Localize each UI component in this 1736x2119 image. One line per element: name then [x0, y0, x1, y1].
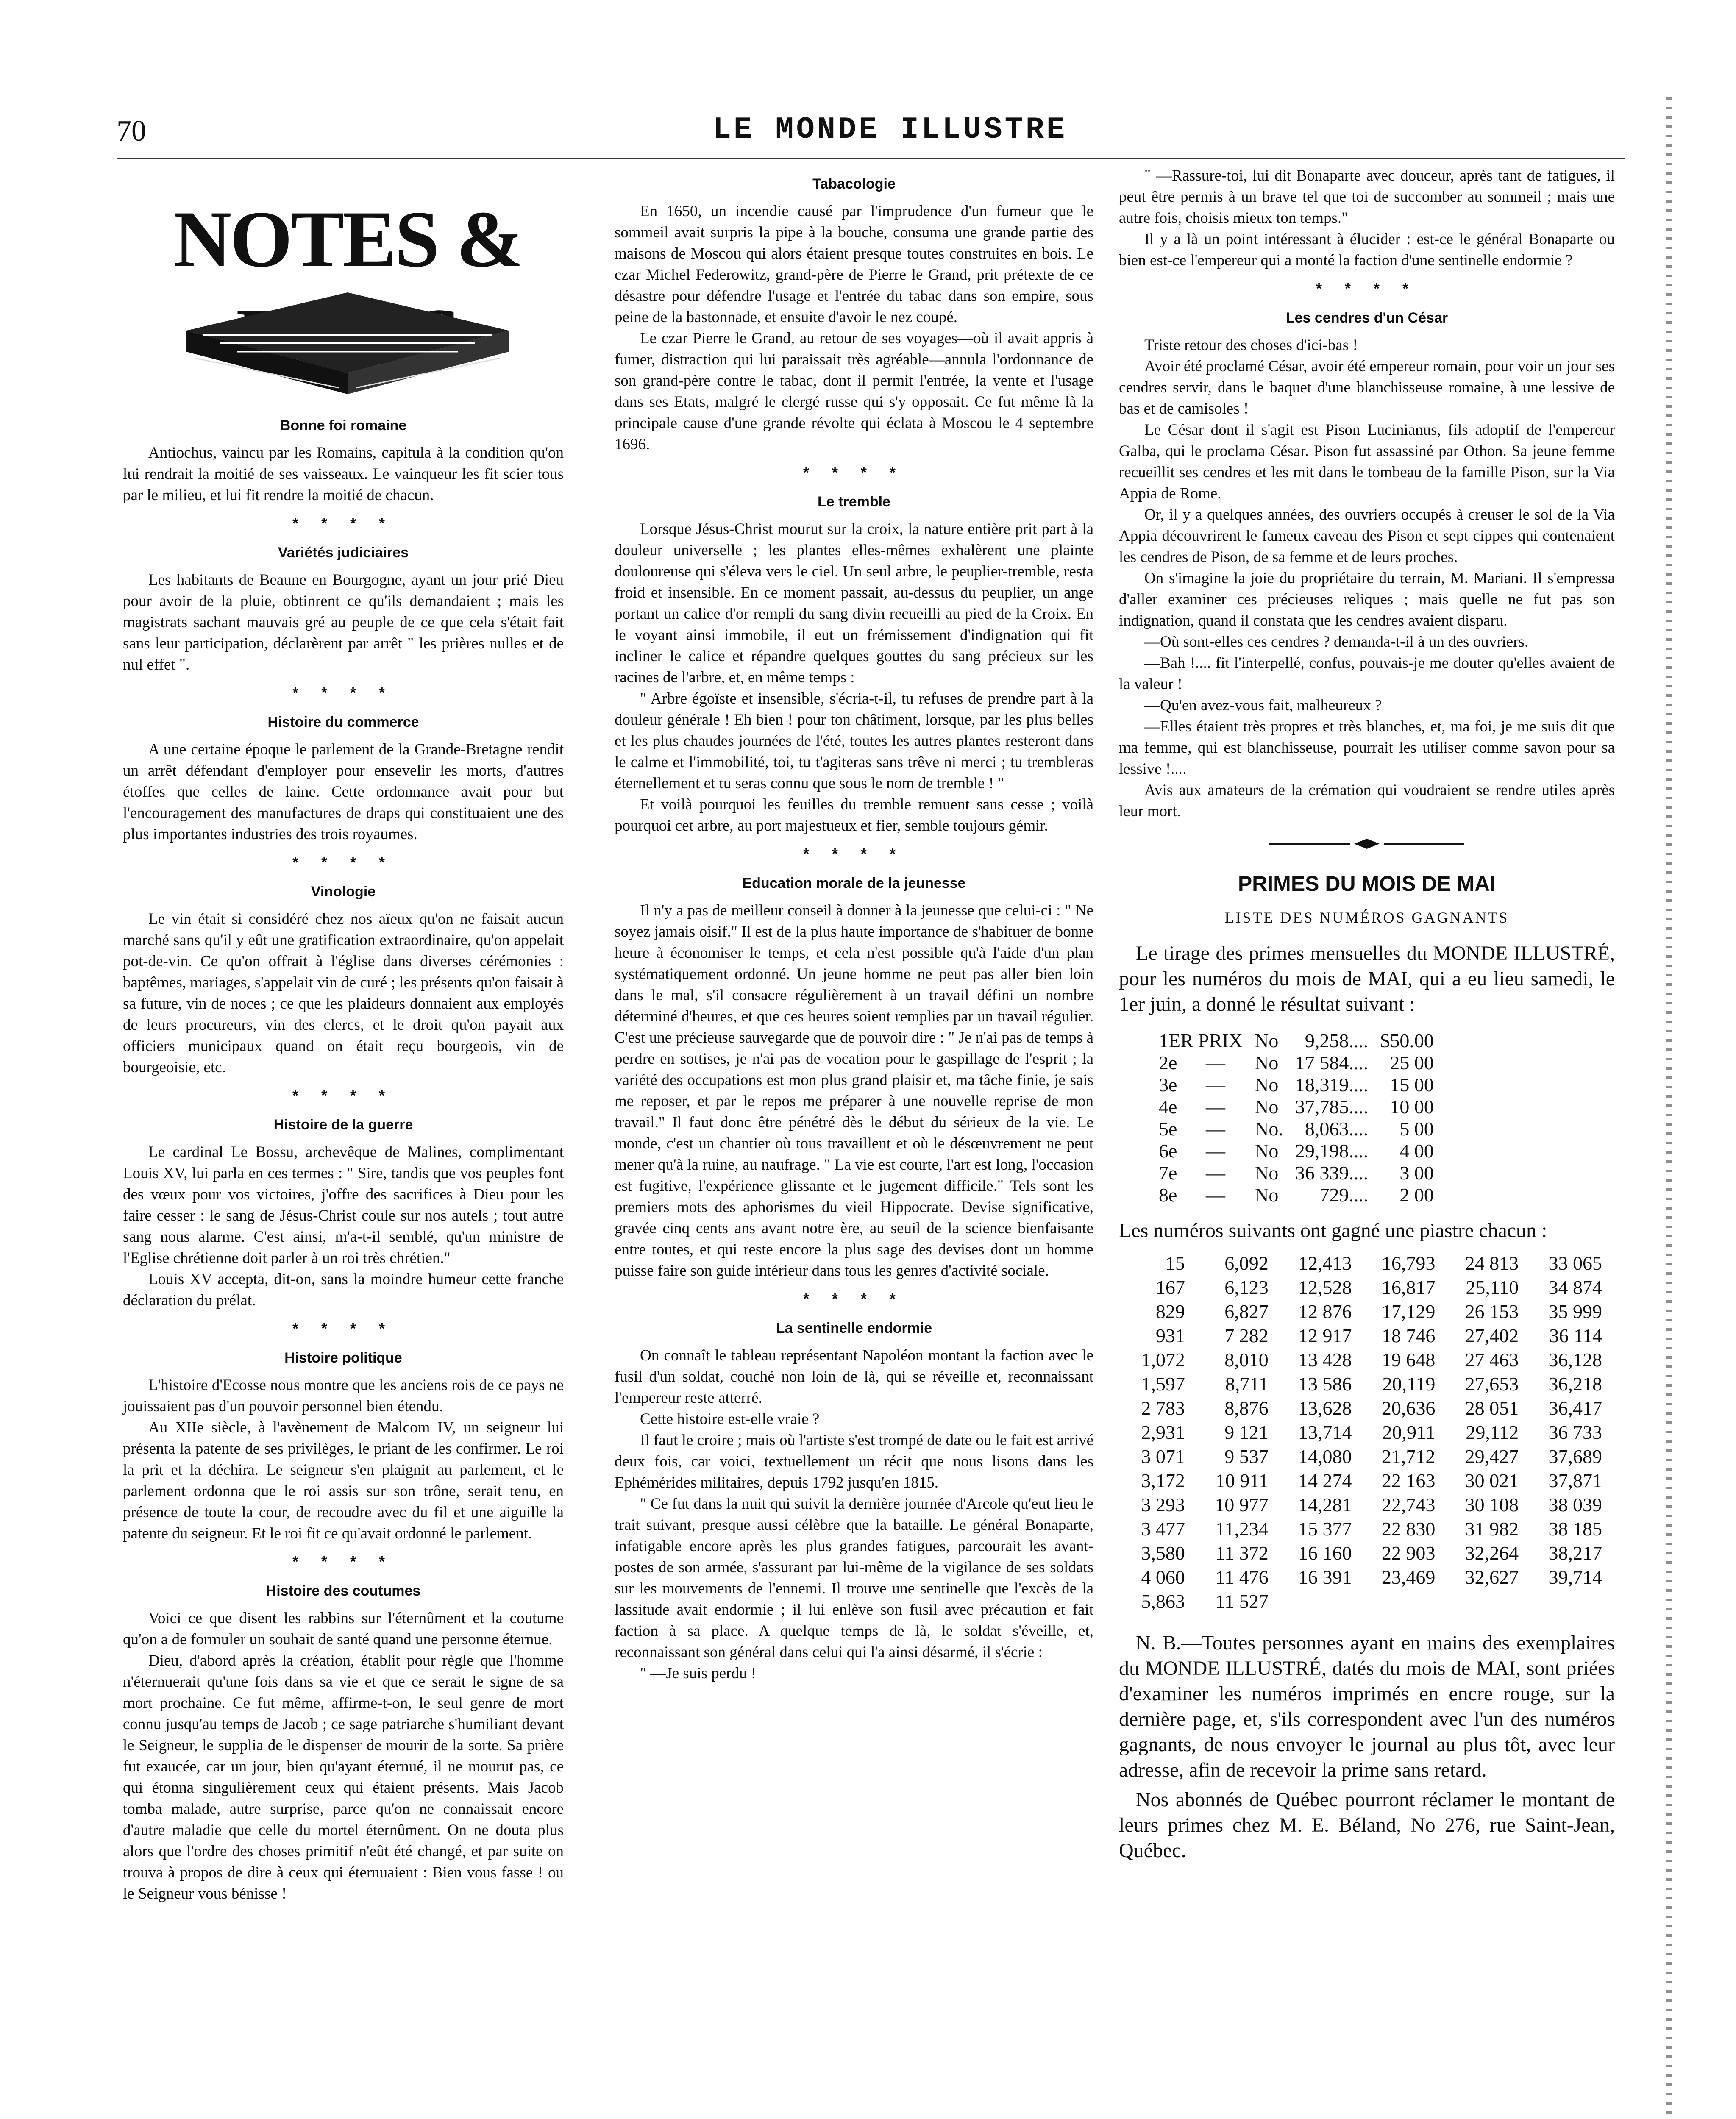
winning-number: 13 586	[1298, 1373, 1352, 1395]
winning-number: 30 021	[1465, 1470, 1519, 1491]
article-paragraph: En 1650, un incendie causé par l'imprudence d'un fumeur que le sommeil avait surpris la pipe à la bouche, consuma une grande partie des maisons de Moscou qui alors étaient presque toutes construites en bois. Le czar Michel Federowitz, grand-père de Pierre le Grand, prit prétexte de ce désastre pour défendre l'usage et l'entrée du tabac dans son empire, sous peine de la bastonnade, et ensuite d'avoir le nez coupé.	[615, 203, 1093, 326]
winners-intro: Les numéros suivants ont gagné une piastre chacun :	[1119, 1219, 1547, 1242]
winning-number: 31 982	[1465, 1518, 1519, 1540]
prizes-table	[1153, 1030, 1440, 1206]
winners-row	[1119, 1565, 1606, 1589]
primes-subtitle: LISTE DES NUMÉROS GAGNANTS	[1224, 909, 1509, 926]
logo-lettering: NOTES &	[173, 195, 522, 284]
winning-number: 2,931	[1141, 1421, 1185, 1443]
winners-row	[1119, 1324, 1606, 1348]
winning-number: 22 830	[1381, 1518, 1436, 1540]
winners-row	[1119, 1444, 1606, 1468]
winning-number: 12 876	[1298, 1301, 1352, 1322]
article-paragraph: —Elles étaient très propres et très blanches, et, ma foi, je me suis dit que ma femme, qui est blanchisseuse, pourrait les utiliser comme savon pour sa lessive !....	[1119, 718, 1615, 778]
article-title: Education morale de la jeunesse	[742, 875, 966, 891]
winning-number: 16,793	[1381, 1252, 1436, 1274]
winning-number: 28 051	[1465, 1397, 1519, 1419]
winners-table	[1119, 1251, 1606, 1613]
winning-number: 11 372	[1215, 1542, 1269, 1564]
winning-number: 1,072	[1141, 1349, 1185, 1371]
section-separator: * * * *	[1316, 280, 1418, 297]
winning-number: 3,172	[1141, 1470, 1185, 1491]
prize-row: 7e — No 36 339.... 3 00	[1159, 1162, 1434, 1184]
article-title: Variétés judiciaires	[278, 545, 409, 561]
article-paragraph: On s'imagine la joie du propriétaire du terrain, M. Mariani. Il s'empressa d'aller examiner ces précieuses reliques ; mais quelle ne fut pas son indignation, quand il constata que les cendres avaient disparu.	[1119, 570, 1615, 629]
winning-number: 37,871	[1548, 1470, 1602, 1491]
winning-number: 16 160	[1298, 1542, 1352, 1564]
article-paragraph: Cette histoire est-elle vraie ?	[640, 1410, 820, 1428]
winning-number: 12,528	[1298, 1276, 1352, 1298]
winners-row	[1119, 1299, 1606, 1324]
article-title: Le tremble	[818, 494, 890, 510]
article-paragraph: Voici ce que disent les rabbins sur l'éternûment et la coutume qu'on a de formuler un souhait de santé quand une personne éternue.	[123, 1610, 564, 1648]
winning-number	[1273, 1589, 1356, 1613]
article-title: Les cendres d'un César	[1285, 310, 1448, 326]
winning-number: 39,714	[1548, 1566, 1602, 1588]
winning-number: 13,628	[1298, 1397, 1352, 1419]
article-title: Vinologie	[311, 884, 376, 900]
prize-row: 5e — No. 8,063.... 5 00	[1159, 1118, 1434, 1140]
page-edge-mark	[1666, 97, 1672, 2119]
article-paragraph: Les habitants de Beaune en Bourgogne, ayant un jour prié Dieu pour avoir de la pluie, obtinrent ce qu'ils demandaient ; mais les magistrats sachant mauvais gré au peuple de ce que cela s'était fait sans leur participation, déclarèrent par arrêt " les prières nulles et de nul effet ".	[123, 571, 564, 673]
winning-number: 829	[1155, 1301, 1185, 1322]
winning-number: 27,402	[1465, 1325, 1519, 1346]
winning-number: 1,597	[1141, 1373, 1185, 1395]
winning-number: 19 648	[1381, 1349, 1436, 1371]
section-separator: * * * *	[292, 854, 395, 871]
stacked-papers-illustration	[136, 267, 559, 403]
winning-number: 167	[1155, 1276, 1185, 1298]
notes-faits-logo	[136, 191, 559, 407]
winners-row	[1119, 1396, 1606, 1420]
winning-number: 12 917	[1298, 1325, 1352, 1346]
winning-number: 27,653	[1465, 1373, 1519, 1395]
winning-number: 36 733	[1548, 1421, 1602, 1443]
winning-number: 4 060	[1141, 1566, 1185, 1588]
winning-number: 20,911	[1382, 1421, 1436, 1443]
winning-number: 38 185	[1548, 1518, 1602, 1540]
winning-number: 3 293	[1141, 1494, 1185, 1516]
winners-row	[1119, 1372, 1606, 1396]
article-paragraph: Le cardinal Le Bossu, archevêque de Malines, complimentant Louis XV, lui parla en ces termes : " Sire, tandis que vos peuples font des vœux pour vos victoires, j'offre des sacrifices à Dieu pour les faire cesser : le sang de Jésus-Christ coule sur nos autels ; tout autre sang nous alarme. C'est ainsi, m'a-t-il semblé, qu'un ministre de l'Eglise chrétienne doit parler à un roi très chrétien."	[123, 1143, 564, 1267]
article-title: Histoire politique	[284, 1350, 402, 1366]
winners-row	[1119, 1420, 1606, 1444]
prize-row: 6e — No 29,198.... 4 00	[1159, 1140, 1434, 1162]
winning-number: 10 911	[1215, 1470, 1269, 1491]
winning-number: 16 391	[1298, 1566, 1352, 1588]
article-paragraph: " —Je suis perdu !	[640, 1665, 757, 1682]
winning-number: 18 746	[1381, 1325, 1436, 1346]
winning-number: 35 999	[1548, 1301, 1602, 1322]
article-paragraph: Au XIIe siècle, à l'avènement de Malcom IV, un seigneur lui présenta la patente de ses privilèges, le priant de les confirmer. Le roi la prit et la déchira. Le seigneur s'en plaignit au parlement, et le parlement ordonna que le roi assis sur son trône, serait tenu, en présence de toute la cour, de recoudre avec du fil et une aiguille la patente du seigneur. Et le roi fit ce qu'avait ordonné le parlement.	[123, 1419, 564, 1542]
article-paragraph: —Où sont-elles ces cendres ? demanda-t-il à un des ouvriers.	[1144, 633, 1529, 651]
article-paragraph: L'histoire d'Ecosse nous montre que les anciens rois de ce pays ne jouissaient pas d'un pouvoir personnel bien étendu.	[123, 1377, 564, 1415]
winning-number: 26 153	[1465, 1301, 1519, 1322]
winning-number: 34 874	[1548, 1276, 1602, 1298]
article-paragraph: A une certaine époque le parlement de la Grande-Bretagne rendit un arrêt défendant d'employer pour ensevelir les morts, d'autres étoffes que celles de laine. Cette ordonnance avait pour but l'encouragement des manufactures de draps qui constituaient une des plus importantes industries des trois royaumes.	[123, 741, 564, 843]
article-paragraph: Triste retour des choses d'ici-bas !	[1144, 336, 1358, 354]
winning-number: 20,119	[1382, 1373, 1436, 1395]
section-separator: * * * *	[292, 1087, 395, 1104]
winning-number: 24 813	[1465, 1252, 1519, 1274]
winning-number: 25,110	[1466, 1276, 1519, 1298]
winning-number: 32,264	[1465, 1542, 1519, 1564]
winning-number: 33 065	[1548, 1252, 1602, 1274]
winning-number: 8,711	[1225, 1373, 1269, 1395]
winning-number: 36,218	[1548, 1373, 1602, 1395]
winning-number: 15	[1165, 1252, 1185, 1274]
winning-number: 23,469	[1381, 1566, 1436, 1588]
winning-number: 22,743	[1381, 1494, 1436, 1516]
winning-number: 11,234	[1215, 1518, 1269, 1540]
winning-number: 29,427	[1465, 1446, 1519, 1467]
winning-number: 38 039	[1548, 1494, 1602, 1516]
section-separator: * * * *	[803, 845, 905, 862]
winning-number: 6,123	[1224, 1276, 1269, 1298]
column-2-articles	[615, 175, 1093, 1684]
section-separator: * * * *	[292, 514, 395, 532]
winning-number: 15 377	[1298, 1518, 1352, 1540]
winning-number: 22 903	[1381, 1542, 1436, 1564]
winning-number: 8,010	[1224, 1349, 1269, 1371]
winning-number: 36,417	[1548, 1397, 1602, 1419]
article-title: Histoire de la guerre	[273, 1117, 413, 1133]
winners-row	[1119, 1589, 1606, 1613]
winning-number: 3 071	[1141, 1446, 1185, 1467]
winners-row	[1119, 1493, 1606, 1517]
primes-title: PRIMES DU MOIS DE MAI	[1238, 872, 1496, 895]
winning-number: 27 463	[1465, 1349, 1519, 1371]
article-title: Bonne foi romaine	[280, 417, 407, 434]
section-separator: * * * *	[292, 1553, 395, 1570]
winning-number: 11 527	[1215, 1591, 1269, 1612]
winning-number: 22 163	[1381, 1470, 1436, 1491]
article-title: La sentinelle endormie	[776, 1320, 932, 1336]
column-3	[1119, 165, 1615, 1863]
winning-number: 20,636	[1381, 1397, 1436, 1419]
article-paragraph: Il y a là un point intéressant à élucider : est-ce le général Bonaparte ou bien est-ce l'empereur qui a monté la faction d'une sentinelle endormie ?	[1119, 231, 1615, 269]
winning-number: 2 783	[1141, 1397, 1185, 1419]
article-paragraph: Avoir été proclamé César, avoir été empereur romain, pour voir un jour ses cendres servir, dans le baquet d'une blanchisseuse romaine, à une lessive de bas et de camisoles !	[1119, 358, 1615, 417]
prize-row: 4e — No 37,785.... 10 00	[1159, 1096, 1434, 1118]
winning-number: 5,863	[1141, 1591, 1185, 1612]
winning-number: 30 108	[1465, 1494, 1519, 1516]
winning-number: 11 476	[1215, 1566, 1269, 1588]
prize-row: 3e — No 18,319.... 15 00	[1159, 1074, 1434, 1096]
winning-number: 14 274	[1298, 1470, 1352, 1491]
winning-number: 13,714	[1298, 1421, 1352, 1443]
article-title: Histoire du commerce	[267, 714, 419, 730]
winning-number: 7 282	[1224, 1325, 1269, 1346]
winning-number: 3,580	[1141, 1542, 1185, 1564]
winning-number: 13 428	[1298, 1349, 1352, 1371]
winners-row	[1119, 1251, 1606, 1275]
article-paragraph: —Qu'en avez-vous fait, malheureux ?	[1144, 697, 1382, 714]
prize-row: 2e — No 17 584.... 25 00	[1159, 1052, 1434, 1073]
winning-number: 29,112	[1466, 1421, 1519, 1443]
article-paragraph: Le vin était si considéré chez nos aïeux qu'on ne faisait aucun marché sans qu'il y eût une gratification extraordinaire, qu'on appelait pot-de-vin. Ce qu'on offrait à l'église dans diverses cérémonies : baptêmes, mariages, s'appelait vin de curé ; les présents qu'on faisait à sa future, vin de noces ; ce que les plaideurs donnaient aux employés de leurs procureurs, vin des clercs, et le droit qu'on payait aux officiers municipaux quand on était reçu bourgeois, vin de bourgeoisie, etc.	[123, 910, 564, 1076]
article-title: Tabacologie	[812, 176, 896, 192]
winning-number	[1356, 1589, 1440, 1613]
winning-number: 6,827	[1224, 1301, 1269, 1322]
article-paragraph: —Bah !.... fit l'interpellé, confus, pouvais-je me douter qu'elles avaient de la valeur !	[1119, 654, 1615, 693]
winning-number: 3 477	[1141, 1518, 1185, 1540]
article-paragraph: On connaît le tableau représentant Napoléon montant la faction avec le fusil d'un soldat, couché non loin de là, qui se réveille et, reconnaissant l'empereur reste atterré.	[615, 1347, 1093, 1407]
winning-number	[1523, 1589, 1606, 1613]
primes-intro: Le tirage des primes mensuelles du MONDE ILLUSTRÉ, pour les numéros du mois de MAI, qui a eu lieu samedi, le 1er juin, a donné le résultat suivant :	[1119, 942, 1615, 1015]
section-separator: * * * *	[803, 1290, 905, 1307]
article-paragraph: Le czar Pierre le Grand, au retour de ses voyages—où il avait appris à fumer, distraction qui lui paraissait très agréable—annula l'ordonnance de son grand-père contre le tabac, dont il permit l'entrée, la vente et l'usage dans ses Etats, malgré le clergé russe qui s'y opposait. Ce fut même là la principale cause d'une grande révolte qui éclata à Moscou le 4 septembre 1696.	[615, 330, 1093, 453]
winning-number: 931	[1155, 1325, 1185, 1346]
winning-number: 32,627	[1465, 1566, 1519, 1588]
nb-notice: N. B.—Toutes personnes ayant en mains des exemplaires du MONDE ILLUSTRÉ, datés du mois de MAI, sont priées d'examiner les numéros imprimés en encre rouge, sur la dernière page, et, s'ils correspondent avec l'un des numéros gagnants, de nous envoyer le journal au plus tôt, avec leur adresse, afin de recevoir la prime sans retard.	[1119, 1632, 1615, 1781]
article-paragraph: Il n'y a pas de meilleur conseil à donner à la jeunesse que celui-ci : " Ne soyez jamais oisif." Il est de la plus haute importance de s'habituer de bonne heure à économiser le temps, et cela n'est possible qu'à l'aide d'un plan systématiquement ordonné. Un jeune homme ne peut pas aller bien loin dans le mal, s'il consacre régulièrement à un travail défini un nombre déterminé d'heures, et que ces heures soient remplies par un travail régulier. C'est une précieuse sauvegarde que de pouvoir dire : " Je n'ai pas de temps à perdre en sottises, je n'ai pas de vocation pour le gaspillage de l'esprit ; la variété des occupations est mon plus grand plaisir et, ma tâche finie, je sais me reposer, et par le repos me préparer à une nouvelle reprise de mon travail." Il faut donc être pénétré dès le début du sérieux de la vie. Le monde, c'est un chantier où tous travaillent et où le désœuvrement ne peut mener qu'à la ruine, au naufrage. " La vie est courte, l'art est long, l'occasion est fugitive, l'expérience glissante et le jugement difficile." Tels sont les premiers mots des aphorismes du vieil Hippocrate. Devise significative, gravée cinq cents ans avant notre ère, au seuil de la science bienfaisante entre toutes, et qui reste encore la plus sage des devises dont un homme puisse faire son guide intérieur dans tous les genres d'activité sociale.	[615, 902, 1093, 1279]
article-paragraph: Or, il y a quelques années, des ouvriers occupés à creuser le sol de la Via Appia découvrirent le fameux caveau des Pison et sept cippes qui contenaient les cendres de Pison, de sa femme et de leurs proches.	[1119, 506, 1615, 566]
winners-row	[1119, 1275, 1606, 1299]
section-separator: * * * *	[292, 1320, 395, 1337]
page-number: 70	[117, 115, 146, 147]
winning-number	[1439, 1589, 1523, 1613]
column-3-articles	[1119, 165, 1615, 822]
article-paragraph: Le César dont il s'agit est Pison Lucinianus, fils adoptif de l'empereur Galba, qui le proclama César. Pison fut assassiné par Othon. Sa jeune femme recueillit ses cendres et les mit dans le tombeau de la famille Pison, sur la Via Appia de Rome.	[1119, 421, 1615, 502]
winning-number: 14,080	[1298, 1446, 1352, 1467]
article-paragraph: " Arbre égoïste et insensible, s'écria-t-il, tu refuses de prendre part à la douleur générale ! Eh bien ! pour ton châtiment, lorsque, par les plus belles et les plus chaudes journées de l'été, toutes les autres plantes resteront dans le calme et l'immobilité, toi, tu t'agiteras sans trêve ni merci ; tu trembleras éternellement et tu seras connu que sous le nom de tremble ! "	[615, 690, 1093, 792]
article-paragraph: Et voilà pourquoi les feuilles du tremble remuent sans cesse ; voilà pourquoi cet arbre, au port majestueux et fier, semble toujours gémir.	[615, 796, 1093, 834]
header-rule	[117, 157, 1625, 159]
winning-number: 16,817	[1381, 1276, 1436, 1298]
article-title: Histoire des coutumes	[266, 1583, 421, 1599]
winning-number: 14,281	[1298, 1494, 1352, 1516]
column-2	[615, 165, 1093, 1684]
winning-number: 36,128	[1548, 1349, 1602, 1371]
section-separator: * * * *	[292, 684, 395, 701]
prize-row: 8e — No 729.... 2 00	[1159, 1184, 1434, 1206]
winning-number: 38,217	[1548, 1542, 1602, 1564]
article-paragraph: Avis aux amateurs de la crémation qui voudraient se rendre utiles après leur mort.	[1119, 781, 1615, 820]
winning-number: 21,712	[1381, 1446, 1436, 1467]
column-1	[123, 165, 564, 1905]
winning-number: 37,689	[1548, 1446, 1602, 1467]
quebec-notice: Nos abonnés de Québec pourront réclamer le montant de leurs primes chez M. E. Béland, No 276, rue Saint-Jean, Québec.	[1119, 1788, 1615, 1862]
winning-number: 9 121	[1224, 1421, 1269, 1443]
article-paragraph: Louis XV accepta, dit-on, sans la moindre humeur cette franche déclaration du prélat.	[123, 1271, 564, 1309]
section-separator: * * * *	[803, 464, 905, 481]
article-paragraph: Lorsque Jésus-Christ mourut sur la croix, la nature entière prit part à la douleur universelle ; les plantes elles-mêmes exhalèrent une plainte douloureuse qui s'éleva vers le ciel. Un seul arbre, le peuplier-tremble, resta froid et insensible. En ce moment passait, au-dessus du peuplier, un ange portant un calice d'or rempli du sang divin recueilli au pied de la Croix. En le voyant ainsi immobile, il eut un frémissement d'indignation qui fit incliner le calice et répandre quelques gouttes du sang précieux sur les racines de l'arbre, et, en même temps :	[615, 520, 1093, 686]
winners-row	[1119, 1348, 1606, 1372]
masthead-title: LE MONDE ILLUSTRE	[712, 112, 1068, 147]
column-1-articles	[123, 416, 564, 1905]
article-paragraph: Dieu, d'abord après la création, établit pour règle que l'homme n'éternuerait qu'une fois dans sa vie et que ce serait le signe de sa mort prochaine. Ce fut même, affirme-t-on, le seul genre de mort connu jusqu'au temps de Jacob ; ce sage patriarche s'humiliant devant le Seigneur, le supplia de le dispenser de mourir de la sorte. Sa prière fut exaucée, car un jour, bien qu'ayant éternué, il ne mourut pas, ce qui étonna singulièrement ceux qui étaient présents. Mais Jacob tomba malade, autre surprise, parce qu'on ne connaissait encore d'autre maladie que celle du mortel éternûment. On ne douta plus alors que l'ordre des choses primitif n'eût été changé, et par suite on trouva à propos de dire à ceux qui éternuaient : Bien vous fasse ! ou le Seigneur vous bénisse !	[123, 1652, 564, 1902]
winning-number: 36 114	[1549, 1325, 1602, 1346]
prize-row: 1ER PRIX No 9,258.... $50.00	[1159, 1030, 1434, 1051]
article-paragraph: Il faut le croire ; mais où l'artiste s'est trompé de date ou le fait est arrivé deux fois, car voici, textuellement un récit que nous lisons dans les Ephémérides militaires, depuis 1792 jusqu'en 1815.	[615, 1432, 1093, 1491]
section-ornament	[1119, 835, 1615, 856]
winners-row	[1119, 1468, 1606, 1493]
article-paragraph: " —Rassure-toi, lui dit Bonaparte avec douceur, après tant de fatigues, il peut être permis à un brave tel que toi de succomber au sommeil ; mais une autre fois, choisis mieux ton temps."	[1119, 167, 1615, 227]
winning-number: 9 537	[1224, 1446, 1269, 1467]
winners-row	[1119, 1517, 1606, 1541]
winners-row	[1119, 1541, 1606, 1565]
winning-number: 6,092	[1224, 1252, 1269, 1274]
article-paragraph: " Ce fut dans la nuit qui suivit la dernière journée d'Arcole qu'eut lieu le trait suivant, presque aussi célèbre que la bataille. Le général Bonaparte, infatigable encore après les plus grandes fatigues, parcourait les avant-postes de son armée, s'assurant par lui-même de la vigilance de ses soldats sur les mouvements de l'ennemi. Il trouve une sentinelle que l'excès de la lassitude avait endormie ; il lui enlève son fusil avec précaution et fait faction à sa place. A quelque temps de là, le soldat s'éveille, et, reconnaissant son général dans celui qui l'a ainsi désarmé, il s'écrie :	[615, 1495, 1093, 1661]
winning-number: 8,876	[1224, 1397, 1269, 1419]
article-paragraph: Antiochus, vaincu par les Romains, capitula à la condition qu'on lui rendrait la moitié de ses vaisseaux. Le vainqueur les fit scier tous par le milieu, et lui fit rendre la moitié de chacun.	[123, 444, 564, 504]
winning-number: 12,413	[1298, 1252, 1352, 1274]
winning-number: 10 977	[1215, 1494, 1269, 1516]
winning-number: 17,129	[1381, 1301, 1436, 1322]
